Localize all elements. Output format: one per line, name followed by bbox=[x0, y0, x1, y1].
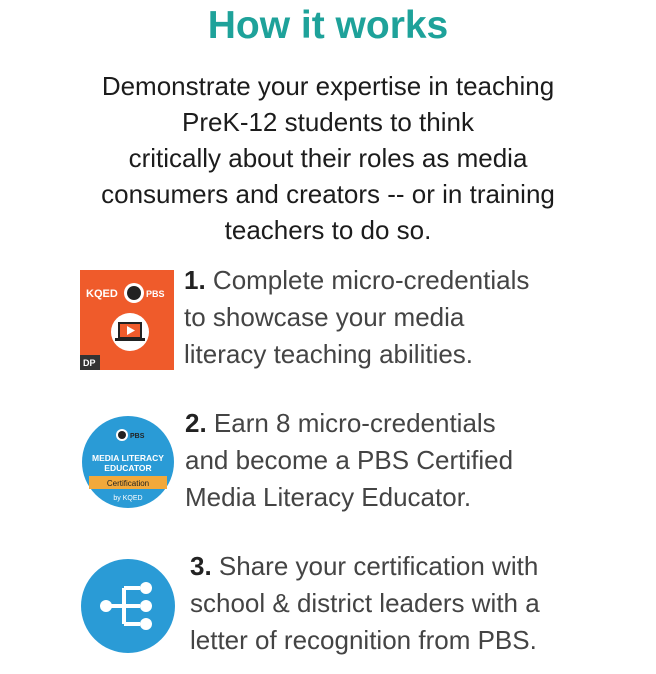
badge-line1-text: MEDIA LITERACY bbox=[92, 453, 164, 463]
step-1-line: literacy teaching abilities. bbox=[184, 339, 474, 369]
step-number: 2. bbox=[185, 408, 207, 438]
badge-tag-text: DP bbox=[83, 358, 96, 368]
step-3-line-text: Share your certification with bbox=[211, 551, 539, 581]
step-2-line bbox=[185, 405, 513, 442]
step-3-text bbox=[190, 548, 540, 659]
step-1-text bbox=[184, 262, 529, 373]
badge-brand-text: KQED bbox=[86, 288, 118, 300]
section-title: How it works bbox=[207, 4, 449, 47]
step-1-line: to showcase your media bbox=[184, 302, 465, 332]
step-2-line: and become a PBS Certified bbox=[185, 445, 514, 475]
step-3-line bbox=[190, 548, 540, 585]
intro-paragraph bbox=[30, 68, 626, 248]
share-network-icon bbox=[80, 558, 176, 659]
badge-pbs-text: PBS bbox=[130, 433, 145, 440]
step-number: 3. bbox=[190, 551, 212, 581]
step-3-line: school & district leaders with a bbox=[190, 588, 540, 618]
step-3-line: letter of recognition from PBS. bbox=[190, 625, 537, 655]
step-1-line-text: Complete micro-credentials bbox=[205, 265, 530, 295]
intro-line: PreK-12 students to think bbox=[182, 107, 474, 137]
badge-by-text: by KQED bbox=[113, 495, 143, 502]
step-2-text bbox=[185, 405, 513, 516]
badge-line2-text: EDUCATOR bbox=[104, 463, 152, 473]
step-2-line-text: Earn 8 micro-credentials bbox=[206, 408, 496, 438]
badge-pbs-text: PBS bbox=[146, 289, 165, 299]
step-2-line: Media Literacy Educator. bbox=[185, 482, 472, 512]
step-number: 1. bbox=[184, 265, 206, 295]
badge-ribbon-text: Certification bbox=[106, 479, 150, 488]
intro-line: Demonstrate your expertise in teaching bbox=[101, 71, 555, 101]
media-literacy-certification-badge-icon bbox=[81, 415, 175, 514]
kqed-pbs-dp-badge-icon bbox=[80, 270, 174, 375]
step-1-line bbox=[184, 262, 529, 299]
intro-line: consumers and creators -- or in training bbox=[101, 179, 555, 209]
intro-line: critically about their roles as media bbox=[128, 143, 528, 173]
intro-line: teachers to do so. bbox=[224, 215, 432, 245]
